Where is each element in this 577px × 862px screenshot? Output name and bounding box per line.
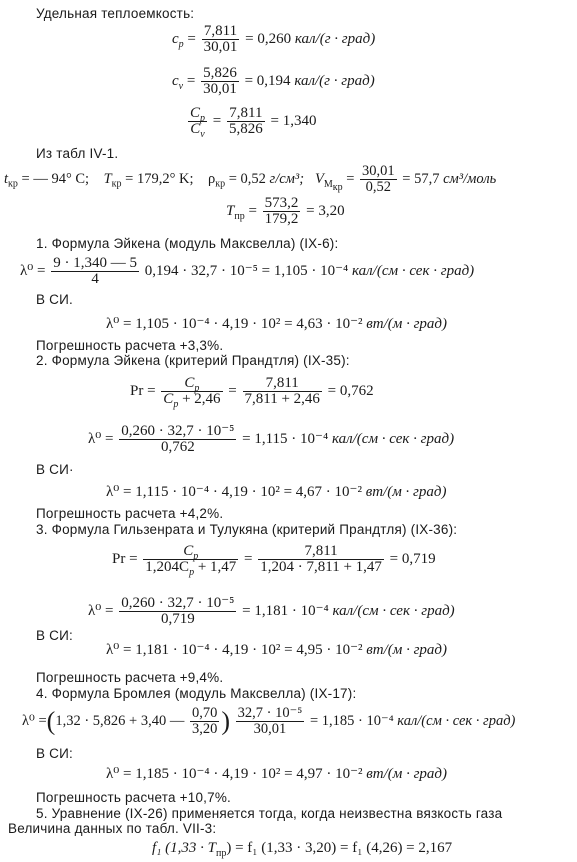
- section-heading: Удельная теплоемкость:: [36, 6, 195, 21]
- cv-equation: $c_v$ = $\frac{5,826}{30,01}$ = 0,194 кал/(г · град): [172, 65, 375, 97]
- section-1-si-label: В СИ.: [36, 292, 73, 307]
- section-1-error: Погрешность расчета +3,3%.: [36, 338, 224, 353]
- reduced-temperature: $T_{пр}$ = $\frac{573,2}{179,2}$ = 3,20: [226, 195, 345, 227]
- section-2-lambda: λ⁰ = $\frac{\text{0,260 · 32,7 · 10⁻⁵}}{0,762}$ = 1,115 · 10⁻⁴ кал/(см · сек · град): [88, 423, 455, 455]
- section-4-si-label: В СИ:: [36, 746, 73, 761]
- section-4-si-equation: λ⁰ = 1,185 · 10⁻⁴ · 4,19 · 10² = 4,97 · 10⁻² вт/(м · град): [106, 766, 448, 782]
- section-5-title: 5. Уравнение (IX-26) применяется тогда, когда неизвестна вязкость газа: [36, 806, 503, 821]
- section-4-error: Погрешность расчета +10,7%.: [36, 790, 231, 805]
- section-3-si-label: В СИ:: [36, 628, 73, 643]
- critical-constants: $t_{кр}$ = — 94° C; $T_{кр} = 179,2^\circ$ K; $\rho_{кр} = 0,52$ г/см³; $V_{M_{кр}}$ = $\frac{30,01}{0,52}$ = 57,7 см³/моль: [4, 163, 497, 195]
- heat-capacity-ratio: $\frac{C_p}{C_v}$ = $\frac{7,811}{5,826}$ = 1,340: [190, 105, 317, 140]
- section-1-equation: λ⁰ = $\frac{9 \cdot 1,340 — 5}{4}$ 0,194 · 32,7 · 10⁻⁵ = 1,105 · 10⁻⁴ кал/(см · сек · град): [20, 255, 475, 287]
- section-3-title: 3. Формула Гильзенрата и Тулукяна (критерий Прандтля) (IX-36):: [36, 522, 458, 537]
- cp-equation: $c_p$ = $\frac{7,811}{30,01}$ = 0,260 кал/(г · град): [172, 23, 376, 55]
- section-5-equation: f₁ $(1,33 \cdot T_{пр}) = f_1$ (1,33 · 3,20) = f₁ (4,26) = 2,167: [152, 840, 453, 859]
- section-4-equation: λ⁰ =(1,32 · 5,826 + 3,40 — $\frac{0,70}{3,20}$ ) $\frac{\text{32,7 · 10⁻⁵}}{30,01}$ = 1,185 · 10⁻⁴ кал/(см · сек · град): [22, 705, 516, 737]
- table-reference: Из табл IV-1.: [36, 146, 119, 161]
- section-3-si-equation: λ⁰ = 1,181 · 10⁻⁴ · 4,19 · 10² = 4,95 · 10⁻² вт/(м · град): [106, 642, 448, 658]
- section-3-error: Погрешность расчета +9,4%.: [36, 670, 224, 685]
- section-2-si-label: В СИ·: [36, 462, 74, 477]
- section-1-title: 1. Формула Эйкена (модуль Максвелла) (IX-6):: [36, 236, 339, 251]
- section-2-si-equation: λ⁰ = 1,115 · 10⁻⁴ · 4,19 · 10² = 4,67 · 10⁻² вт/(м · град): [106, 484, 447, 500]
- section-1-si-equation: λ⁰ = 1,105 · 10⁻⁴ · 4,19 · 10² = 4,63 · 10⁻² вт/(м · град): [106, 316, 448, 332]
- section-3-prandtl: Pr = $\frac{C_p}{1,204C_p + 1,47}$ = $\frac{7,811}{1,204 \cdot 7,811 + 1,47}$ = 0,719: [112, 543, 436, 578]
- section-3-lambda: λ⁰ = $\frac{\text{0,260 · 32,7 · 10⁻⁵}}{0,719}$ = 1,181 · 10⁻⁴ кал/(см · сек · град): [88, 595, 455, 627]
- section-5-line2: Величина данных по табл. VII-3:: [8, 821, 217, 836]
- section-2-title: 2. Формула Эйкена (критерий Прандтля) (IX-35):: [36, 353, 350, 368]
- section-2-error: Погрешность расчета +4,2%.: [36, 506, 224, 521]
- section-2-prandtl: Pr = $\frac{C_p}{C_p + 2,46}$ = $\frac{7,811}{7,811 + 2,46}$ = 0,762: [130, 375, 374, 410]
- section-4-title: 4. Формула Бромлея (модуль Максвелла) (IX-17):: [36, 686, 357, 701]
